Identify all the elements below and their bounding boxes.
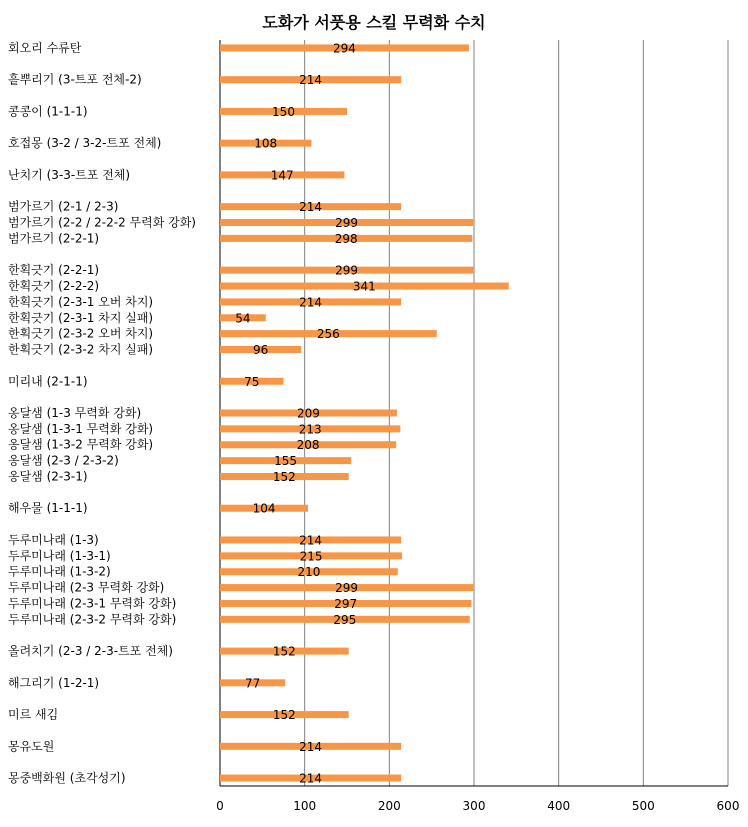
x-tick-label: 100 — [293, 799, 317, 813]
data-label: 96 — [252, 343, 269, 358]
category-label: 옹달샘 (1-3 무력화 강화) — [8, 406, 142, 420]
data-label: 213 — [298, 422, 322, 437]
x-tick-label: 300 — [462, 799, 486, 813]
data-label: 214 — [299, 533, 323, 548]
data-label: 214 — [299, 200, 323, 215]
data-label: 155 — [274, 454, 298, 469]
data-label: 214 — [299, 295, 323, 310]
category-label: 옹달샘 (2-3 / 2-3-2) — [8, 453, 119, 468]
category-label: 몽중백화원 (초각성기) — [8, 771, 126, 786]
bars-layer — [220, 44, 509, 781]
data-label: 299 — [335, 263, 359, 278]
category-label: 해우물 (1-1-1) — [8, 501, 88, 516]
data-label: 299 — [335, 216, 359, 231]
data-label: 209 — [297, 406, 320, 421]
category-label: 해그리기 (1-2-1) — [8, 675, 100, 690]
category-label: 두루미나래 (2-3-2 무력화 강화) — [8, 612, 177, 627]
category-label: 미리내 (2-1-1) — [8, 374, 88, 389]
data-label: 214 — [299, 739, 323, 754]
data-label: 152 — [272, 469, 296, 484]
category-label: 범가르기 (2-2-1) — [8, 231, 100, 246]
data-label: 104 — [252, 501, 276, 516]
data-label: 208 — [296, 438, 320, 453]
x-tick-label: 0 — [216, 799, 224, 813]
data-label: 256 — [316, 327, 340, 342]
category-label: 미르 새김 — [8, 707, 59, 722]
x-tick-label: 200 — [377, 799, 401, 813]
category-label: 한획긋기 (2-3-1 오버 차지) — [8, 294, 154, 309]
data-label: 295 — [333, 612, 357, 627]
data-label: 294 — [333, 41, 356, 56]
category-label: 두루미나래 (2-3 무력화 강화) — [8, 580, 165, 595]
category-label: 한획긋기 (2-3-1 차지 실패) — [8, 310, 154, 325]
data-label: 297 — [334, 596, 358, 611]
category-label: 콩콩이 (1-1-1) — [8, 104, 88, 119]
ticks-layer — [216, 799, 739, 813]
x-tick-label: 500 — [631, 799, 655, 813]
data-label: 214 — [299, 73, 323, 88]
data-label: 298 — [334, 231, 358, 246]
category-label: 두루미나래 (2-3-1 무력화 강화) — [8, 596, 177, 611]
category-label: 흩뿌리기 (3-트포 전체-2) — [8, 72, 142, 87]
data-label: 150 — [272, 104, 295, 119]
category-label: 옹달샘 (1-3-1 무력화 강화) — [8, 421, 154, 436]
category-label: 범가르기 (2-2 / 2-2-2 무력화 강화) — [8, 215, 196, 230]
data-label: 75 — [244, 374, 260, 389]
category-label: 올려치기 (2-3 / 2-3-트포 전체) — [8, 644, 173, 659]
x-tick-label: 400 — [547, 799, 571, 813]
data-label: 341 — [352, 279, 376, 294]
data-label: 147 — [270, 168, 294, 183]
category-label: 몽유도원 — [8, 739, 55, 754]
category-label: 난치기 (3-3-트포 전체) — [8, 167, 131, 182]
category-label: 옹달샘 (2-3-1) — [8, 469, 88, 484]
category-label: 두루미나래 (1-3-1) — [8, 548, 111, 563]
category-label: 범가르기 (2-1 / 2-3) — [8, 199, 119, 214]
data-label: 215 — [299, 549, 323, 564]
data-label: 299 — [335, 581, 359, 596]
data-label: 108 — [254, 136, 278, 151]
data-label: 210 — [297, 565, 321, 580]
chart-title: 도화가 서풋용 스킬 무력화 수치 — [262, 13, 486, 32]
category-label: 한획긋기 (2-2-2) — [8, 279, 100, 294]
category-label: 한획긋기 (2-2-1) — [8, 263, 100, 278]
category-label: 두루미나래 (1-3) — [8, 532, 99, 547]
data-label: 54 — [235, 311, 251, 326]
data-label: 214 — [299, 771, 323, 786]
category-label: 호접몽 (3-2 / 3-2-트포 전체) — [8, 136, 162, 151]
category-label: 회오리 수류탄 — [8, 40, 82, 55]
category-label: 한획긋기 (2-3-2 오버 차지) — [8, 326, 154, 341]
data-label: 152 — [272, 708, 296, 723]
x-tick-label: 600 — [716, 799, 740, 813]
data-label: 152 — [272, 644, 296, 659]
data-label: 77 — [244, 676, 261, 691]
category-label: 두루미나래 (1-3-2) — [8, 564, 111, 579]
category-label: 한획긋기 (2-3-2 차지 실패) — [8, 342, 154, 357]
category-label: 옹달샘 (1-3-2 무력화 강화) — [8, 437, 154, 452]
